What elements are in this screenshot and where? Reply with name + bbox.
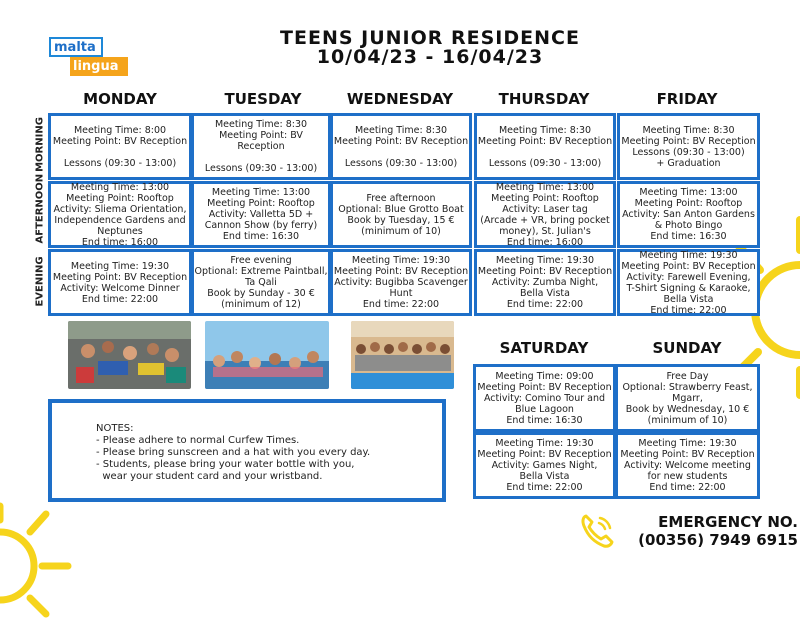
day-header-saturday: SATURDAY: [499, 339, 589, 357]
cell-friday-morning: Meeting Time: 8:30 Meeting Point: BV Reception Lessons (09:30 - 13:00) + Graduation: [617, 113, 760, 180]
emergency-label: EMERGENCY NO.: [658, 513, 798, 531]
day-header-friday: FRIDAY: [656, 90, 718, 108]
day-header-thursday: THURSDAY: [498, 90, 590, 108]
cell-monday-afternoon: Meeting Time: 13:00 Meeting Point: Rooftop Activity: Sliema Orientation, Independence Gardens and Neptunes End time: 16:00: [48, 181, 192, 248]
cell-tuesday-morning: Meeting Time: 8:30 Meeting Point: BV Reception Lessons (09:30 - 13:00): [191, 113, 331, 180]
photo-group-beach: [68, 321, 191, 389]
row-label-afternoon: AFTERNOON: [34, 173, 46, 244]
day-header-sunday: SUNDAY: [652, 339, 722, 357]
row-label-morning: MORNING: [34, 117, 46, 172]
cell-saturday-day: Meeting Time: 09:00 Meeting Point: BV Reception Activity: Comino Tour and Blue Lagoon End time: 16:30: [473, 364, 616, 432]
note-line: - Please bring sunscreen and a hat with you every day.: [96, 447, 371, 458]
day-header-tuesday: TUESDAY: [224, 90, 302, 108]
note-line: wear your student card and your wristband.: [96, 471, 323, 482]
cell-tuesday-afternoon: Meeting Time: 13:00 Meeting Point: Rooftop Activity: Valletta 5D + Cannon Show (by ferry) End time: 16:30: [191, 181, 331, 248]
page-subtitle-dates: 10/04/23 - 16/04/23: [316, 46, 544, 68]
cell-wednesday-afternoon: Free afternoon Optional: Blue Grotto Boat Book by Tuesday, 15 € (minimum of 10): [330, 181, 472, 248]
emergency-number: (00356) 7949 6915: [638, 531, 798, 549]
cell-sunday-day: Free Day Optional: Strawberry Feast, Mgarr, Book by Wednesday, 10 € (minimum of 10): [615, 364, 760, 432]
logo-text-bottom: lingua: [70, 57, 128, 76]
photo-group-pool: [351, 321, 454, 389]
row-label-evening: EVENING: [34, 256, 46, 307]
notes-heading: NOTES:: [96, 423, 134, 434]
cell-sunday-evening: Meeting Time: 19:30 Meeting Point: BV Reception Activity: Welcome meeting for new students End time: 22:00: [615, 432, 760, 499]
cell-thursday-evening: Meeting Time: 19:30 Meeting Point: BV Reception Activity: Zumba Night, Bella Vista End time: 22:00: [474, 249, 616, 316]
cell-thursday-afternoon: Meeting Time: 13:00 Meeting Point: Rooftop Activity: Laser tag (Arcade + VR, bring pocket money), St. Julian's End time: 16:00: [474, 181, 616, 248]
phone-icon: [578, 512, 616, 550]
day-header-wednesday: WEDNESDAY: [346, 90, 454, 108]
page-title: TEENS JUNIOR RESIDENCE: [280, 27, 580, 49]
cell-friday-afternoon: Meeting Time: 13:00 Meeting Point: Rooftop Activity: San Anton Gardens & Photo Bingo End time: 16:30: [617, 181, 760, 248]
cell-saturday-evening: Meeting Time: 19:30 Meeting Point: BV Reception Activity: Games Night, Bella Vista End time: 22:00: [473, 432, 616, 499]
sun-icon: [0, 498, 100, 618]
note-line: - Please adhere to normal Curfew Times.: [96, 435, 300, 446]
note-line: - Students, please bring your water bottle with you,: [96, 459, 355, 470]
notes-box: [48, 399, 446, 502]
cell-monday-morning: Meeting Time: 8:00 Meeting Point: BV Reception Lessons (09:30 - 13:00): [48, 113, 192, 180]
logo-text-top: malta: [49, 37, 103, 57]
day-header-monday: MONDAY: [83, 90, 157, 108]
cell-tuesday-evening: Free evening Optional: Extreme Paintball, Ta Qali Book by Sunday - 30 € (minimum of 12): [191, 249, 331, 316]
cell-thursday-morning: Meeting Time: 8:30 Meeting Point: BV Reception Lessons (09:30 - 13:00): [474, 113, 616, 180]
cell-wednesday-evening: Meeting Time: 19:30 Meeting Point: BV Reception Activity: Bugibba Scavenger Hunt End time: 22:00: [330, 249, 472, 316]
cell-friday-evening: Meeting Time: 19:30 Meeting Point: BV Reception Activity: Farewell Evening, T-Shirt Signing & Karaoke, Bella Vista End time: 22:00: [617, 249, 760, 316]
cell-monday-evening: Meeting Time: 19:30 Meeting Point: BV Reception Activity: Welcome Dinner End time: 22:00: [48, 249, 192, 316]
cell-wednesday-morning: Meeting Time: 8:30 Meeting Point: BV Reception Lessons (09:30 - 13:00): [330, 113, 472, 180]
photo-group-boat: [205, 321, 329, 389]
